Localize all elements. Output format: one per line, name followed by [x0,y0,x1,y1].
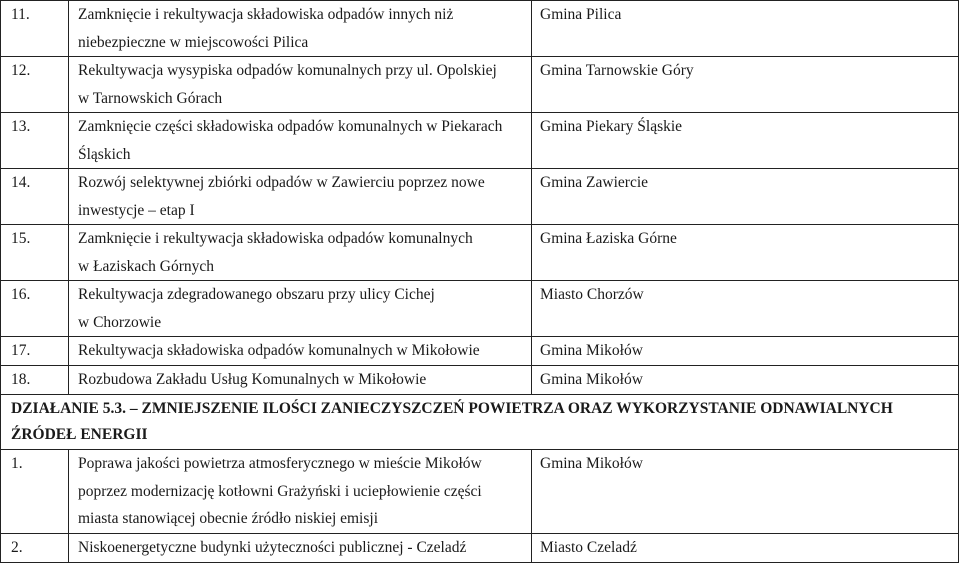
table-row [1,450,959,534]
section-heading-row [1,395,959,450]
project-name: Rekultywacja zdegradowanego obszaru przy ulicy Cichej w Chorzowie [69,281,532,337]
project-location: Gmina Łaziska Górne [532,225,959,281]
table-row [1,281,959,337]
project-location: Miasto Czeladź [532,533,959,562]
table-body [1,1,959,563]
project-name: Poprawa jakości powietrza atmosferycznego w mieście Mikołów poprzez modernizację kotłowni Grażyński i uciepłowienie części miasta stanowiącej obecnie źródło niskiej emisji [69,450,532,534]
row-number: 14. [1,169,69,225]
table-row [1,337,959,366]
project-location: Miasto Chorzów [532,281,959,337]
row-number: 18. [1,366,69,395]
table-row [1,57,959,113]
project-location: Gmina Piekary Śląskie [532,113,959,169]
table-row [1,169,959,225]
row-number: 2. [1,533,69,562]
table-row [1,533,959,562]
project-location: Gmina Mikołów [532,366,959,395]
row-number: 15. [1,225,69,281]
row-number: 1. [1,450,69,534]
project-location: Gmina Mikołów [532,337,959,366]
project-name: Zamknięcie i rekultywacja składowiska odpadów innych niż niebezpieczne w miejscowości Pilica [69,1,532,57]
row-number: 11. [1,1,69,57]
project-location: Gmina Zawiercie [532,169,959,225]
row-number: 16. [1,281,69,337]
row-number: 17. [1,337,69,366]
project-name: Rozwój selektywnej zbiórki odpadów w Zawierciu poprzez nowe inwestycje – etap I [69,169,532,225]
row-number: 13. [1,113,69,169]
project-name: Zamknięcie części składowiska odpadów komunalnych w Piekarach Śląskich [69,113,532,169]
section-heading: DZIAŁANIE 5.3. – ZMNIEJSZENIE ILOŚCI ZANIECZYSZCZEŃ POWIETRZA ORAZ WYKORZYSTANIE ODNAWIALNYCH ŹRÓDEŁ ENERGII [1,395,959,450]
table-row [1,1,959,57]
project-name: Niskoenergetyczne budynki użyteczności publicznej - Czeladź [69,533,532,562]
project-location: Gmina Tarnowskie Góry [532,57,959,113]
project-name: Rekultywacja składowiska odpadów komunalnych w Mikołowie [69,337,532,366]
project-name: Rekultywacja wysypiska odpadów komunalnych przy ul. Opolskiej w Tarnowskich Górach [69,57,532,113]
project-name: Rozbudowa Zakładu Usług Komunalnych w Mikołowie [69,366,532,395]
table-row [1,225,959,281]
project-name: Zamknięcie i rekultywacja składowiska odpadów komunalnych w Łaziskach Górnych [69,225,532,281]
table-row [1,113,959,169]
table-row [1,366,959,395]
project-location: Gmina Pilica [532,1,959,57]
project-location: Gmina Mikołów [532,450,959,534]
row-number: 12. [1,57,69,113]
